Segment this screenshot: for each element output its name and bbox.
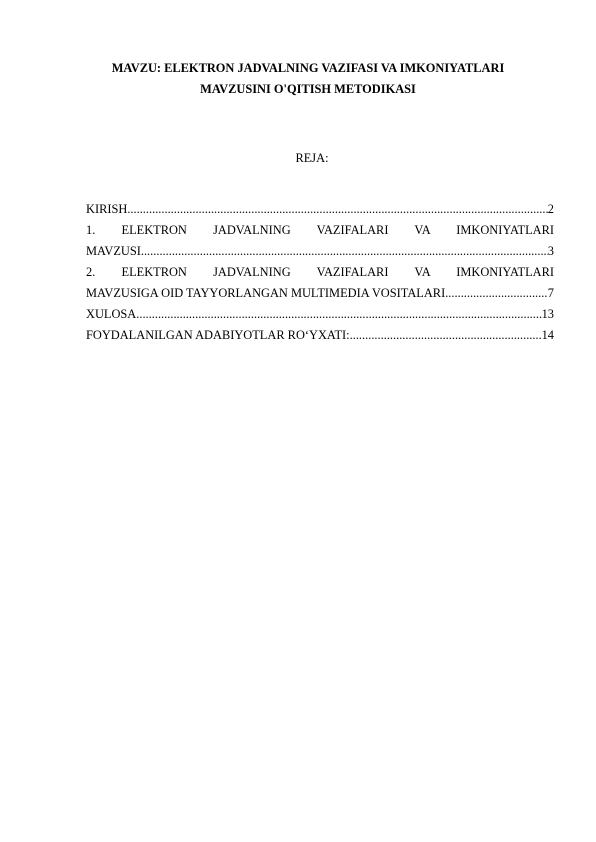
toc-entry-xulosa[interactable] <box>86 304 554 325</box>
toc-entry-adabiyotlar[interactable] <box>86 325 554 346</box>
toc-dot-leader <box>141 241 548 262</box>
toc-entry-kirish[interactable] <box>86 199 554 220</box>
toc-entry-label: 1. ELEKTRON JADVALNING VAZIFALARI VA IMKONIYATLARI <box>86 223 554 237</box>
toc-dot-leader <box>350 325 542 346</box>
toc-entry-label: 2. ELEKTRON JADVALNING VAZIFALARI VA IMKONIYATLARI <box>86 265 554 279</box>
toc-entry-label: MAVZUSI <box>86 244 141 258</box>
toc-entry-label: XULOSA <box>86 307 137 321</box>
toc-entry-1-line-1[interactable] <box>86 220 554 241</box>
table-of-contents <box>86 199 554 346</box>
toc-page-number: 2 <box>547 202 554 216</box>
document-title-line-2: MAVZUSINI O'QITISH METODIKASI <box>200 82 416 96</box>
toc-entry-label: MAVZUSIGA OID TAYYORLANGAN MULTIMEDIA VOSITALARI <box>86 286 446 300</box>
document-title-line-1: MAVZU: ELEKTRON JADVALNING VAZIFASI VA IMKONIYATLARI <box>111 61 505 75</box>
toc-entry-1-line-2[interactable] <box>86 241 554 262</box>
toc-entry-2-line-2[interactable] <box>86 283 554 304</box>
toc-entry-label: FOYDALANILGAN ADABIYOTLAR RO‘YXATI: <box>86 328 350 342</box>
toc-dot-leader <box>127 199 547 220</box>
toc-page-number: 7 <box>547 286 554 300</box>
toc-page-number: 3 <box>547 244 554 258</box>
toc-page-number: 13 <box>541 307 554 321</box>
toc-page-number: 14 <box>541 328 554 342</box>
toc-dot-leader <box>445 283 548 304</box>
toc-entry-2-line-1[interactable] <box>86 262 554 283</box>
toc-entry-label: KIRISH <box>86 202 128 216</box>
toc-dot-leader <box>136 304 541 325</box>
plan-heading: REJA: <box>295 151 329 165</box>
